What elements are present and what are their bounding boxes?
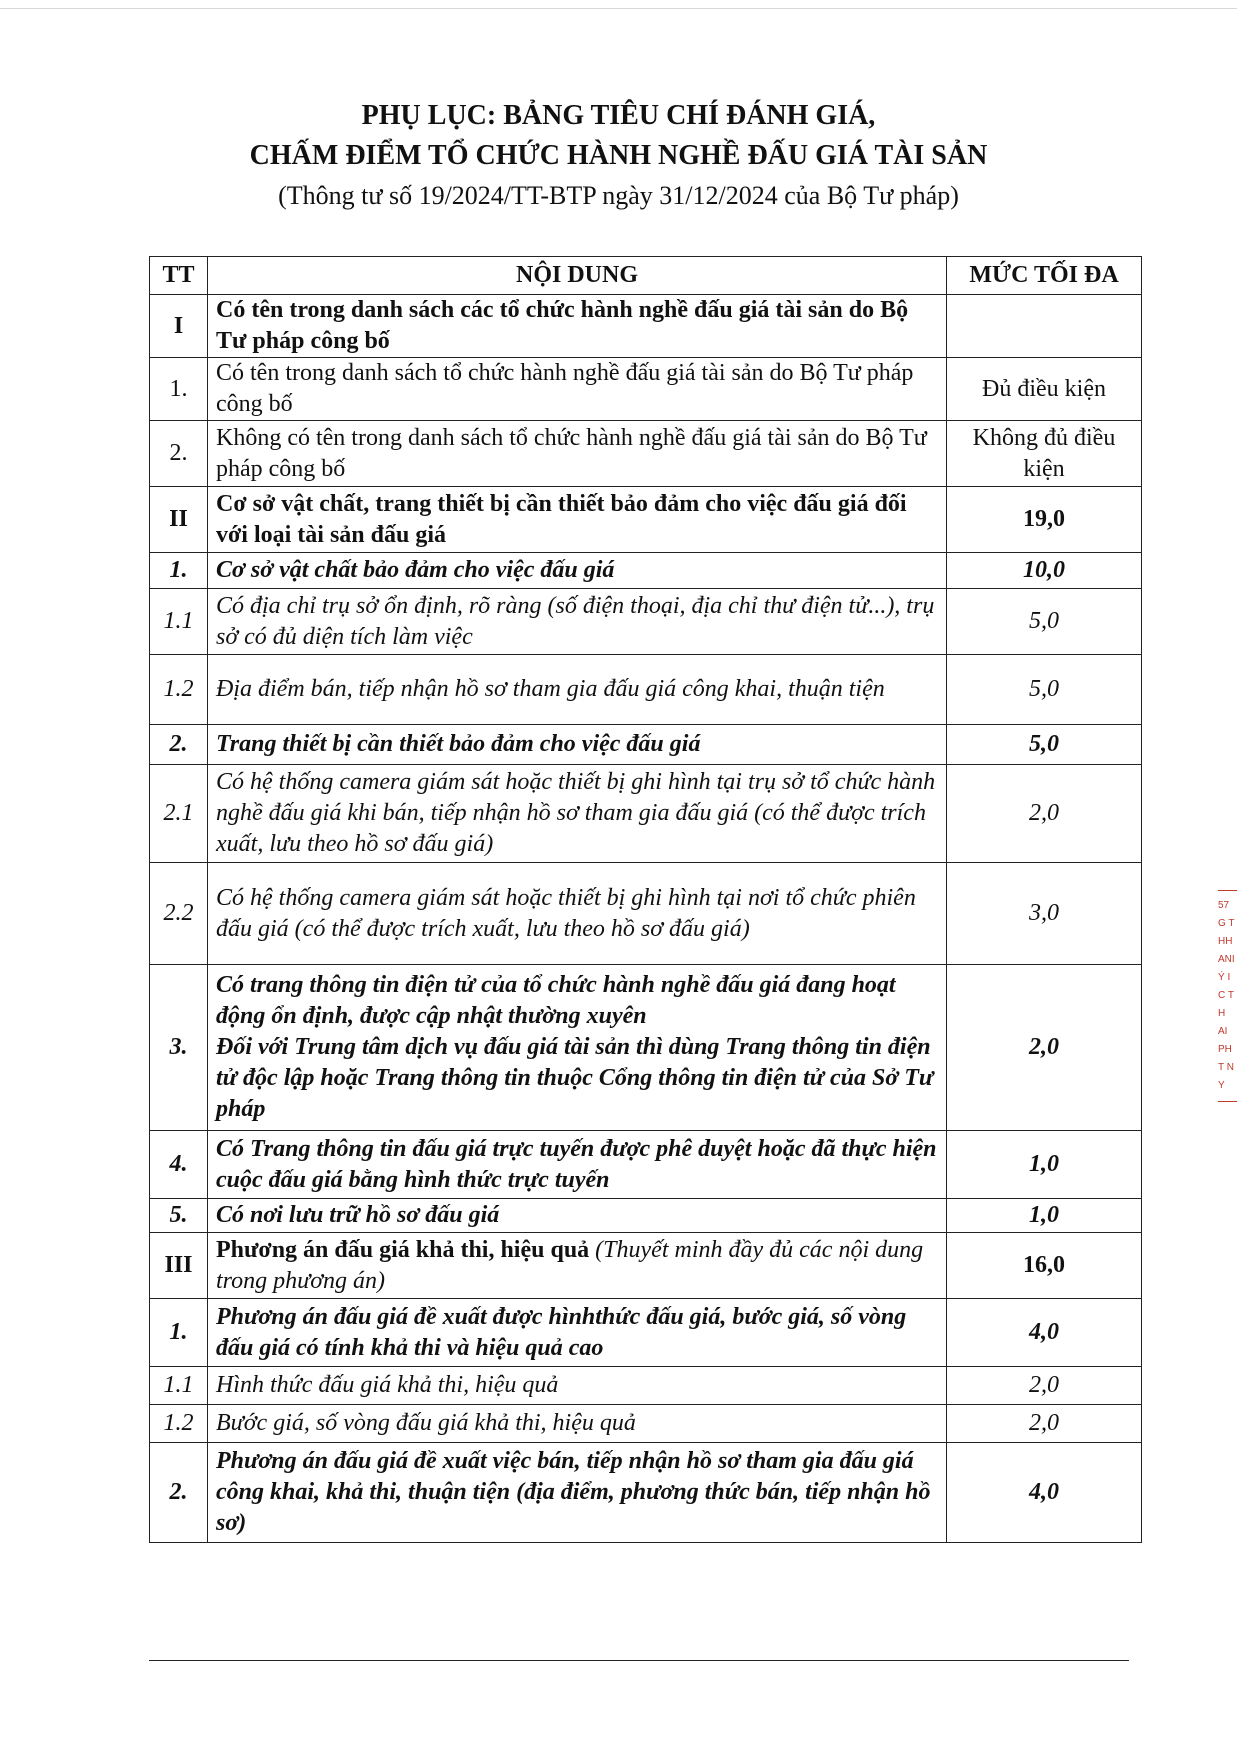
row-number: 2. (150, 421, 208, 487)
table-row (150, 965, 1142, 1131)
row-content: Cơ sở vật chất bảo đảm cho việc đấu giá (208, 553, 947, 589)
stamp-text: AI (1218, 1026, 1228, 1037)
row-max-score: 5,0 (947, 589, 1142, 655)
stamp-fragment (1218, 890, 1237, 1110)
document-subtitle: (Thông tư số 19/2024/TT-BTP ngày 31/12/2024 của Bộ Tư pháp) (278, 181, 959, 210)
row-max-score: 2,0 (947, 965, 1142, 1131)
header-max: MỨC TỐI ĐA (947, 257, 1142, 295)
row-content: Có nơi lưu trữ hồ sơ đấu giá (208, 1199, 947, 1233)
stamp-text: Y (1218, 1080, 1225, 1091)
table-row-section-3 (150, 1233, 1142, 1299)
stamp-text: PH (1218, 1044, 1232, 1055)
table-row-section-2 (150, 487, 1142, 553)
row-number: III (150, 1233, 208, 1299)
stamp-edge-top (1218, 890, 1237, 891)
footer-divider (149, 1660, 1129, 1661)
row-content: Có Trang thông tin đấu giá trực tuyến được phê duyệt hoặc đã thực hiện cuộc đấu giá bằng hình thức trực tuyến (208, 1131, 947, 1199)
row-content: Có tên trong danh sách các tổ chức hành nghề đấu giá tài sản do Bộ Tư pháp công bố (208, 295, 947, 358)
table-row (150, 725, 1142, 765)
row-number: 5. (150, 1199, 208, 1233)
table-row (150, 421, 1142, 487)
table-row (150, 655, 1142, 725)
stamp-text: 57 (1218, 900, 1230, 911)
page-top-edge (0, 8, 1237, 9)
row-max-score: 10,0 (947, 553, 1142, 589)
row-number: II (150, 487, 208, 553)
stamp-text: T N (1218, 1062, 1234, 1073)
row-content: Không có tên trong danh sách tổ chức hành nghề đấu giá tài sản do Bộ Tư pháp công bố (208, 421, 947, 487)
row-content-part-2: Đối với Trung tâm dịch vụ đấu giá tài sản thì dùng Trang thông tin điện tử độc lập hoặc Trang thông tin thuộc Cổng thông tin điện tử của Sở Tư pháp (216, 1034, 934, 1122)
header-content: NỘI DUNG (208, 257, 947, 295)
row-number: 2.1 (150, 765, 208, 863)
row-number: 1.2 (150, 1405, 208, 1443)
row-number: 4. (150, 1131, 208, 1199)
row-content-part-1: Có trang thông tin điện tử của tổ chức hành nghề đấu giá đang hoạt động ổn định, được cập nhật thường xuyên (216, 972, 896, 1029)
row-max-score: 5,0 (947, 655, 1142, 725)
row-content-note: (Thuyết minh đầy đủ các nội dung trong phương án) (216, 1236, 924, 1294)
row-content: Hình thức đấu giá khả thi, hiệu quả (208, 1367, 947, 1405)
table-header-row (150, 257, 1142, 295)
stamp-text: C T (1218, 990, 1234, 1001)
stamp-text: G T (1218, 918, 1235, 929)
table-row (150, 589, 1142, 655)
row-content: Có tên trong danh sách tổ chức hành nghề đấu giá tài sản do Bộ Tư pháp công bố (208, 358, 947, 421)
stamp-text: ANI (1218, 954, 1235, 965)
row-max-score: 2,0 (947, 1367, 1142, 1405)
row-max-score: 1,0 (947, 1131, 1142, 1199)
row-content: Phương án đấu giá đề xuất việc bán, tiếp nhận hồ sơ tham gia đấu giá công khai, khả thi, thuận tiện (địa điểm, phương thức bán, tiếp nhận hồ sơ) (208, 1443, 947, 1543)
row-max-score: 5,0 (947, 725, 1142, 765)
document-title-line-1: PHỤ LỤC: BẢNG TIÊU CHÍ ĐÁNH GIÁ, (361, 100, 876, 131)
row-content (208, 965, 947, 1131)
row-number: 3. (150, 965, 208, 1131)
row-max-score (947, 295, 1142, 358)
table-row (150, 1443, 1142, 1543)
row-content: Có địa chỉ trụ sở ổn định, rõ ràng (số điện thoại, địa chỉ thư điện tử...), trụ sở có đủ diện tích làm việc (208, 589, 947, 655)
table-row (150, 1299, 1142, 1367)
row-content: Phương án đấu giá đề xuất được hìnhthức đấu giá, bước giá, số vòng đấu giá có tính khả thi và hiệu quả cao (208, 1299, 947, 1367)
row-max-score: Không đủ điều kiện (947, 421, 1142, 487)
row-max-score: 2,0 (947, 765, 1142, 863)
document-header (0, 96, 1237, 216)
row-number: 2.2 (150, 863, 208, 965)
row-content: Có hệ thống camera giám sát hoặc thiết bị ghi hình tại trụ sở tổ chức hành nghề đấu giá khi bán, tiếp nhận hồ sơ tham gia đấu giá (có thể được trích xuất, lưu theo hồ sơ đấu giá) (208, 765, 947, 863)
row-content-main: Phương án đấu giá khả thi, hiệu quả (216, 1236, 590, 1263)
table-row (150, 1405, 1142, 1443)
row-number: 1.1 (150, 589, 208, 655)
row-number: 2. (150, 1443, 208, 1543)
document-title-line-2: CHẤM ĐIỂM TỔ CHỨC HÀNH NGHỀ ĐẤU GIÁ TÀI SẢN (249, 140, 988, 171)
row-max-score: 4,0 (947, 1299, 1142, 1367)
row-max-score: Đủ điều kiện (947, 358, 1142, 421)
row-max-score: 19,0 (947, 487, 1142, 553)
row-number: 1.1 (150, 1367, 208, 1405)
row-number: 2. (150, 725, 208, 765)
table-row-section-1 (150, 295, 1142, 358)
row-content: Địa điểm bán, tiếp nhận hồ sơ tham gia đấu giá công khai, thuận tiện (208, 655, 947, 725)
row-number: I (150, 295, 208, 358)
table-row (150, 765, 1142, 863)
row-number: 1. (150, 358, 208, 421)
table-row (150, 1199, 1142, 1233)
row-content: Có hệ thống camera giám sát hoặc thiết bị ghi hình tại nơi tổ chức phiên đấu giá (có thể được trích xuất, lưu theo hồ sơ đấu giá) (208, 863, 947, 965)
row-number: 1. (150, 1299, 208, 1367)
row-content (208, 1233, 947, 1299)
stamp-text: HH (1218, 936, 1233, 947)
stamp-text: Ý I (1218, 972, 1231, 983)
row-max-score: 1,0 (947, 1199, 1142, 1233)
table-row (150, 553, 1142, 589)
row-max-score: 3,0 (947, 863, 1142, 965)
table-row (150, 863, 1142, 965)
table-row (150, 1367, 1142, 1405)
table-row (150, 1131, 1142, 1199)
criteria-table (149, 256, 1142, 1543)
row-content: Trang thiết bị cần thiết bảo đảm cho việc đấu giá (208, 725, 947, 765)
row-content: Bước giá, số vòng đấu giá khả thi, hiệu quả (208, 1405, 947, 1443)
row-number: 1.2 (150, 655, 208, 725)
stamp-edge-bottom (1218, 1101, 1237, 1102)
header-tt: TT (150, 257, 208, 295)
row-max-score: 16,0 (947, 1233, 1142, 1299)
row-content: Cơ sở vật chất, trang thiết bị cần thiết bảo đảm cho việc đấu giá đối với loại tài sản đấu giá (208, 487, 947, 553)
row-max-score: 4,0 (947, 1443, 1142, 1543)
table-row (150, 358, 1142, 421)
row-number: 1. (150, 553, 208, 589)
row-max-score: 2,0 (947, 1405, 1142, 1443)
stamp-text: H (1218, 1008, 1226, 1019)
